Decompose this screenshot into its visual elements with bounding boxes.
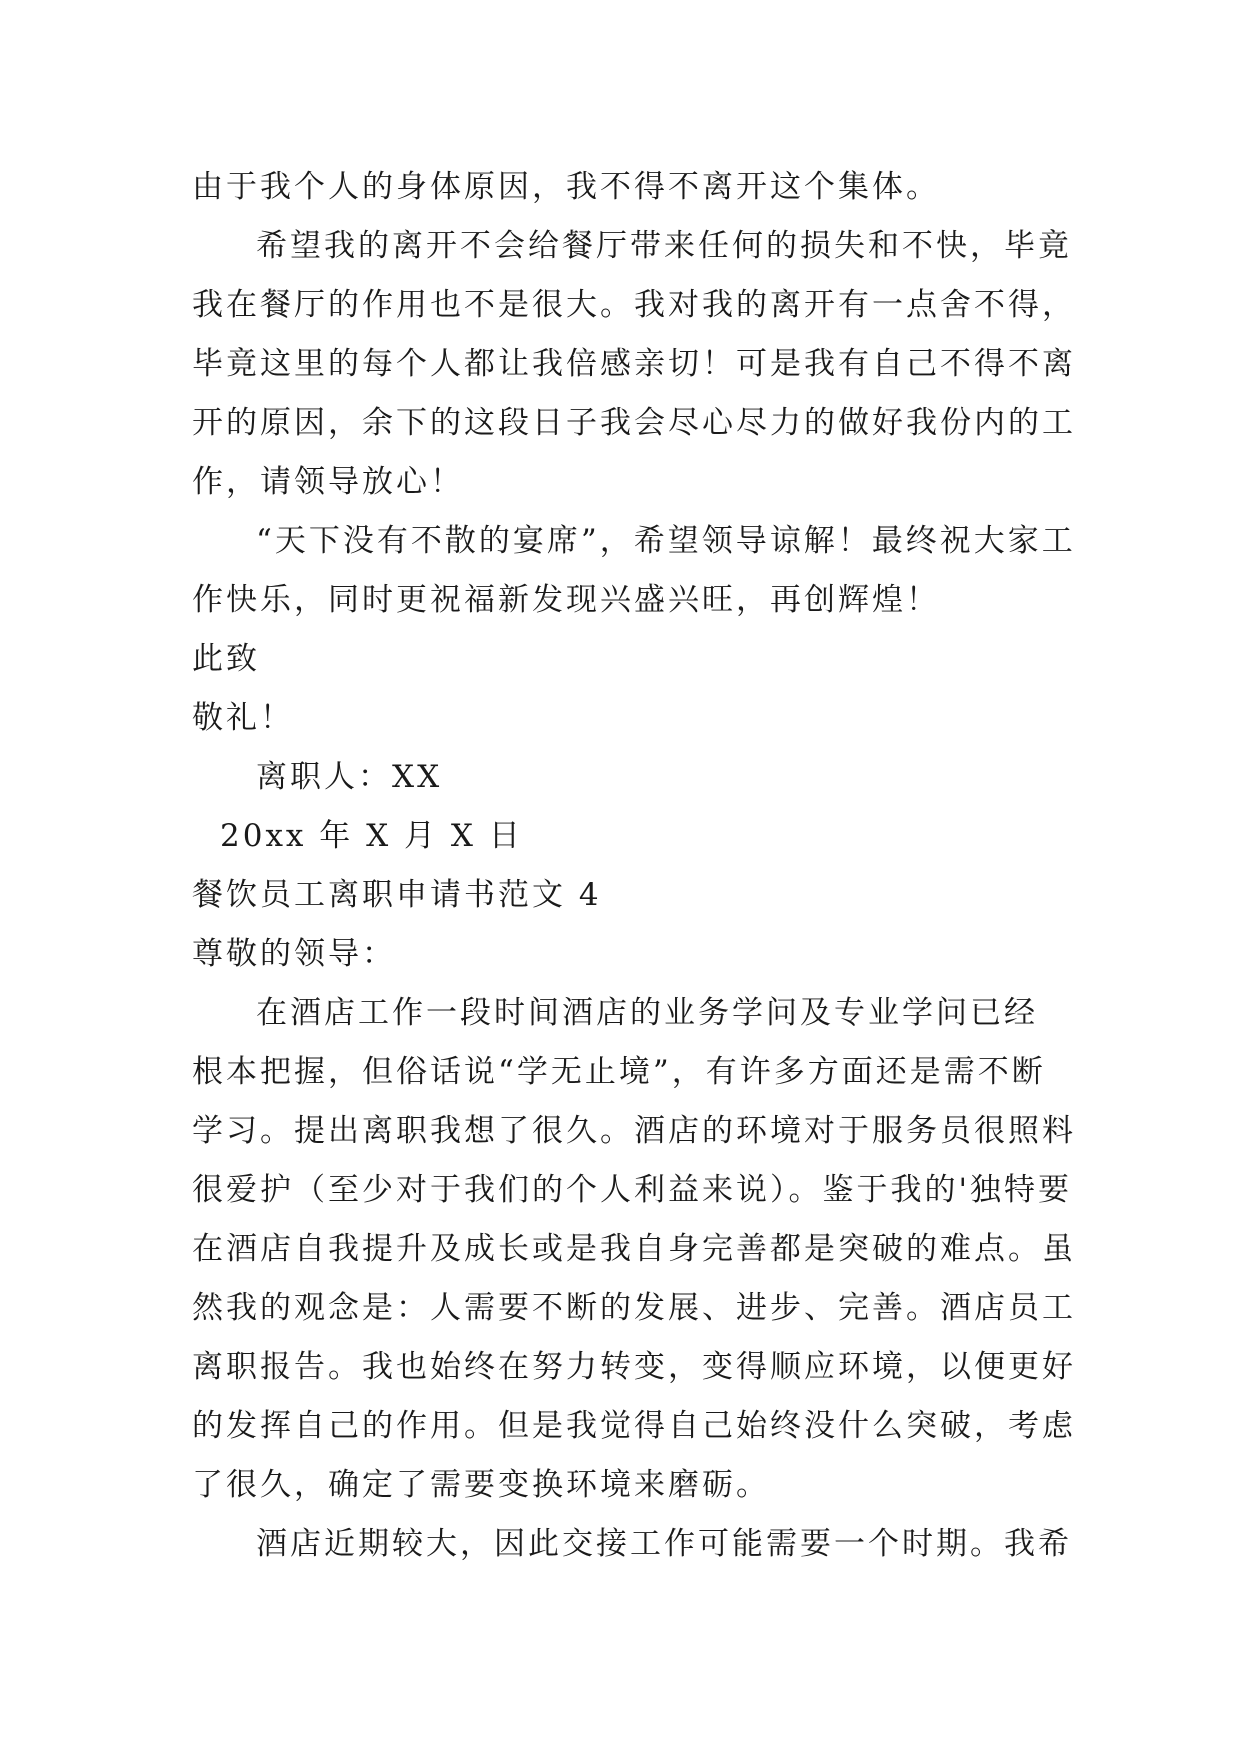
paragraph-line: 了很久，确定了需要变换环境来磨砺。 <box>192 1467 770 1503</box>
paragraph-line: 离职报告。我也始终在努力转变，变得顺应环境，以便更好 <box>192 1349 1076 1385</box>
closing-regards: 敬礼！ <box>192 700 294 736</box>
paragraph-line: 希望我的离开不会给餐厅带来任何的损失和不快，毕竟 <box>256 228 1072 264</box>
section-title: 餐饮员工离职申请书范文 4 <box>192 877 602 913</box>
signature-name: 离职人：XX <box>256 759 443 795</box>
paragraph-line: “天下没有不散的宴席”，希望领导谅解！最终祝大家工 <box>256 523 1076 559</box>
paragraph-line: 开的原因，余下的这段日子我会尽心尽力的做好我份内的工 <box>192 405 1076 441</box>
letter-greeting: 尊敬的领导： <box>192 936 396 972</box>
paragraph-line: 然我的观念是：人需要不断的发展、进步、完善。酒店员工 <box>192 1290 1076 1326</box>
paragraph-line: 酒店近期较大，因此交接工作可能需要一个时期。我希 <box>256 1526 1072 1562</box>
paragraph-line: 作快乐，同时更祝福新发现兴盛兴旺，再创辉煌！ <box>192 582 940 618</box>
paragraph-line: 的发挥自己的作用。但是我觉得自己始终没什么突破，考虑 <box>192 1408 1076 1444</box>
paragraph-line: 在酒店工作一段时间酒店的业务学问及专业学问已经 <box>256 995 1038 1031</box>
paragraph-line: 由于我个人的身体原因，我不得不离开这个集体。 <box>192 169 940 205</box>
document-body <box>192 158 1076 1574</box>
signature-date: 20xx 年 X 月 X 日 <box>220 818 523 854</box>
paragraph-line: 在酒店自我提升及成长或是我自身完善都是突破的难点。虽 <box>192 1231 1076 1267</box>
paragraph-line: 根本把握，但俗话说“学无止境”，有许多方面还是需不断 <box>192 1054 1046 1090</box>
closing-salutation: 此致 <box>192 641 260 677</box>
paragraph-line: 学习。提出离职我想了很久。酒店的环境对于服务员很照料 <box>192 1113 1076 1149</box>
paragraph-line: 作，请领导放心！ <box>192 464 464 500</box>
paragraph-line: 很爱护（至少对于我们的个人利益来说）。鉴于我的'独特要 <box>192 1172 1073 1208</box>
paragraph-line: 我在餐厅的作用也不是很大。我对我的离开有一点舍不得， <box>192 287 1076 323</box>
paragraph-line: 毕竟这里的每个人都让我倍感亲切！可是我有自己不得不离 <box>192 346 1076 382</box>
